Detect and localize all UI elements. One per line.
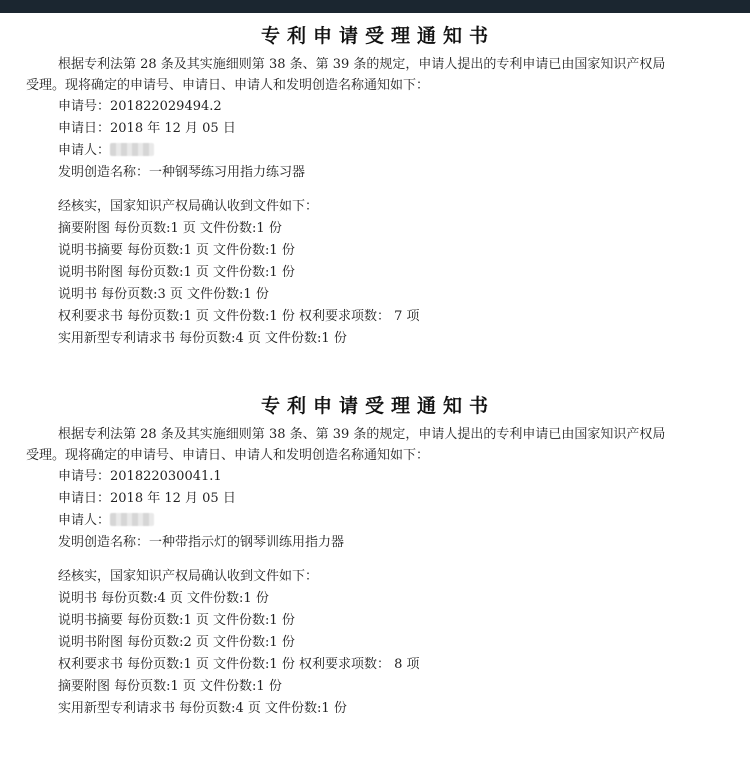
document-item: 实用新型专利请求书 每份页数:4 页 文件份数:1 份 [58,331,347,346]
application-number: 申请号：201822029494.2 [58,99,222,114]
notice-title: 专利申请受理通知书 [260,25,495,47]
invention-name: 发明创造名称：一种钢琴练习用指力练习器 [58,165,306,180]
invention-name: 发明创造名称：一种带指示灯的钢琴训练用指力器 [58,535,345,550]
top-bar [0,0,750,13]
document-item: 说明书 每份页数:4 页 文件份数:1 份 [58,591,269,606]
applicant-row [0,140,750,162]
document-item: 摘要附图 每份页数:1 页 文件份数:1 份 [58,221,282,236]
verified-heading: 经核实，国家知识产权局确认收到文件如下： [58,569,319,584]
document-item: 说明书附图 每份页数:1 页 文件份数:1 份 [58,265,295,280]
filing-date: 申请日：2018 年 12 月 05 日 [58,121,236,136]
notice-title: 专利申请受理通知书 [260,395,495,417]
document-item: 权利要求书 每份页数:1 页 文件份数:1 份 权利要求项数： 8 项 [58,657,420,672]
redacted-applicant [110,513,154,526]
patent-notice-1 [0,22,750,350]
redacted-applicant [110,143,154,156]
application-number: 申请号：201822030041.1 [58,469,222,484]
intro-line-2: 受理。现将确定的申请号、申请日、申请人和发明创造名称通知如下： [26,78,430,93]
intro-paragraph [0,424,750,466]
filing-date: 申请日：2018 年 12 月 05 日 [58,491,236,506]
intro-line-1: 根据专利法第 28 条及其实施细则第 38 条、第 39 条的规定，申请人提出的专利申请已由国家知识产权局 [58,57,666,72]
intro-line-2: 受理。现将确定的申请号、申请日、申请人和发明创造名称通知如下： [26,448,430,463]
applicant-label: 申请人： [58,143,111,158]
document-item: 摘要附图 每份页数:1 页 文件份数:1 份 [58,679,282,694]
document-item: 实用新型专利请求书 每份页数:4 页 文件份数:1 份 [58,701,347,716]
applicant-row [0,510,750,532]
intro-paragraph [0,54,750,96]
document-item: 说明书摘要 每份页数:1 页 文件份数:1 份 [58,613,295,628]
document-item: 权利要求书 每份页数:1 页 文件份数:1 份 权利要求项数： 7 项 [58,309,420,324]
intro-line-1: 根据专利法第 28 条及其实施细则第 38 条、第 39 条的规定，申请人提出的专利申请已由国家知识产权局 [58,427,666,442]
patent-notice-2 [0,392,750,720]
document-item: 说明书摘要 每份页数:1 页 文件份数:1 份 [58,243,295,258]
spacer [0,184,750,196]
document-item: 说明书 每份页数:3 页 文件份数:1 份 [58,287,269,302]
document-item: 说明书附图 每份页数:2 页 文件份数:1 份 [58,635,295,650]
spacer [0,554,750,566]
verified-heading: 经核实，国家知识产权局确认收到文件如下： [58,199,319,214]
applicant-label: 申请人： [58,513,111,528]
